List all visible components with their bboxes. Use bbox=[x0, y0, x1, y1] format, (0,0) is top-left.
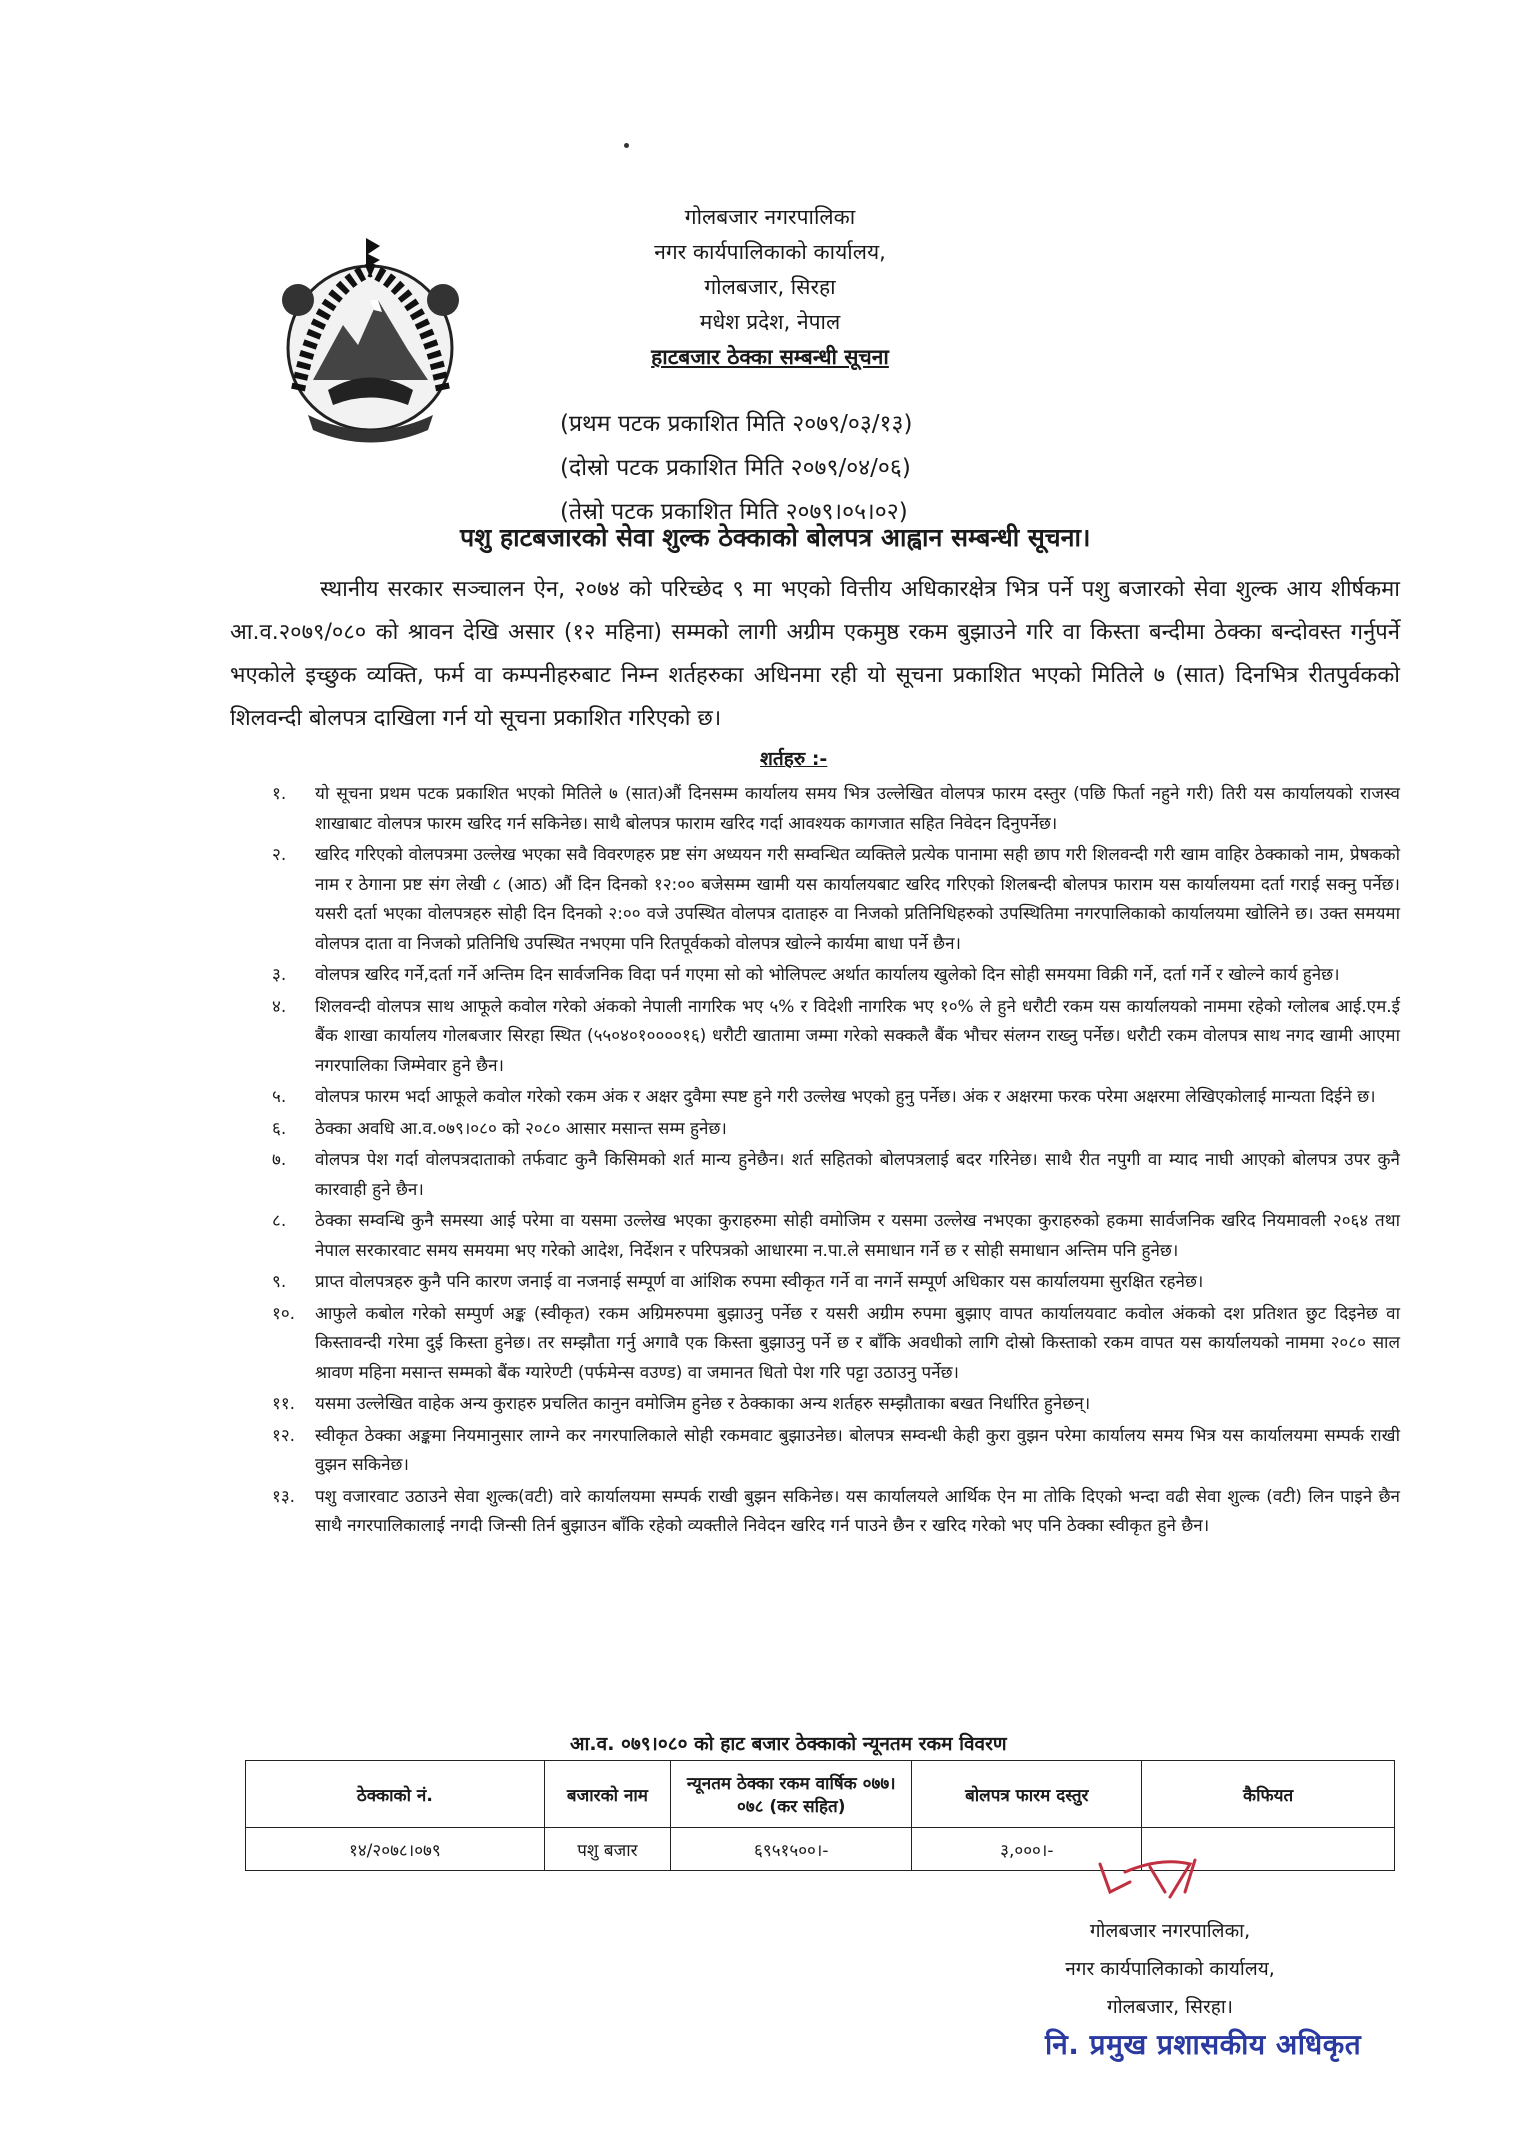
term-item bbox=[250, 1483, 1400, 1542]
publication-date-second: (दोस्रो पटक प्रकाशित मिति २०७९/०४/०६) bbox=[560, 455, 911, 481]
term-text: प्राप्त वोलपत्रहरु कुनै पनि कारण जनाई वा नजनाई सम्पूर्ण वा आंशिक रुपमा स्वीकृत गर्ने वा नगर्ने सम्पूर्ण अधिकार यस कार्यालयमा सुरक्षित रहनेछ। bbox=[315, 1272, 1204, 1292]
term-text: स्वीकृत ठेक्का अङ्कमा नियमानुसार लाग्ने कर नगरपालिकाले सोही रकमवाट बुझाउनेछ। बोलपत्र सम्वन्धी केही कुरा वुझन परेमा कार्यालय समय भित्र यस कार्यालयमा सम्पर्क राखी वुझन सकिनेछ। bbox=[315, 1425, 1400, 1475]
term-number: २. bbox=[272, 845, 287, 865]
term-text: यो सूचना प्रथम पटक प्रकाशित भएको मितिले ७ (सात)औं दिनसम्म कार्यालय समय भित्र उल्लेखित वोलपत्र फारम दस्तुर (पछि फिर्ता नहुने गरी) तिरी यस कार्यालयको राजस्व शाखाबाट वोलपत्र फारम खरिद गर्न सकिनेछ। साथै बोलपत्र फाराम खरिद गर्दा आवश्यक कागजात सहित निवेदन दिनुपर्नेछ। bbox=[315, 784, 1400, 834]
cell-minimum-amount: ६९५१५००।- bbox=[671, 1828, 912, 1871]
publication-date-first: (प्रथम पटक प्रकाशित मिति २०७९/०३/१३) bbox=[560, 411, 913, 437]
terms-heading: शर्तहरु :- bbox=[760, 748, 828, 770]
cell-contract-number: १४/२०७८।०७९ bbox=[246, 1828, 545, 1871]
term-item bbox=[250, 1207, 1400, 1266]
term-text: वोलपत्र फारम भर्दा आफूले कवोल गरेको रकम अंक र अक्षर दुवैमा स्पष्ट हुने गरी उल्लेख भएको हुनु पर्नेछ। अंक र अक्षरमा फरक परेमा अक्षरमा लेखिएकोलाई मान्यता दिईने छ। bbox=[315, 1087, 1376, 1107]
term-number: ५. bbox=[272, 1087, 287, 1107]
municipality-name: गोलबजार नगरपालिका bbox=[684, 205, 856, 229]
term-number: १२. bbox=[272, 1425, 296, 1446]
term-text: शिलवन्दी वोलपत्र साथ आफूले कवोल गरेको अंकको नेपाली नागरिक भए ५% र विदेशी नागरिक भए १०% ले हुने धरौटी रकम यस कार्यालयको नाममा रहेको ग्लोलब आई.एम.ई बैंक शाखा कार्यालय गोलबजार सिरहा स्थित (५५०४०१००००१६) धरौटी खातामा जम्मा गरेको सक्कलै बैंक भौचर संलग्न राख्नु पर्नेछ। धरौटी रकम वोलपत्र साथ नगद खामी आएमा नगरपालिका जिम्मेवार हुने छैन। bbox=[315, 996, 1400, 1076]
term-number: ११. bbox=[272, 1394, 296, 1414]
notice-title: हाटबजार ठेक्का सम्बन्धी सूचना bbox=[651, 345, 889, 369]
officer-stamp: नि. प्रमुख प्रशासकीय अधिकृत bbox=[1045, 2028, 1362, 2061]
cell-form-fee: ३,०००।- bbox=[912, 1828, 1142, 1871]
term-text: ठेक्का अवधि आ.व.०७९।०८० को २०८० आसार मसान्त सम्म हुनेछ। bbox=[315, 1118, 727, 1139]
office-header bbox=[560, 200, 980, 375]
scan-speck bbox=[624, 143, 629, 148]
closing-office: नगर कार्यपालिकाको कार्यालय, bbox=[1065, 1958, 1275, 1980]
term-text: वोलपत्र खरिद गर्ने,दर्ता गर्ने अन्तिम दिन सार्वजनिक विदा पर्न गएमा सो को भोलिपल्ट अर्थात कार्यालय खुलेको दिन सोही समयमा विक्री गर्ने, दर्ता गर्ने र खोल्ने कार्य हुनेछ। bbox=[315, 965, 1340, 985]
term-item bbox=[250, 1390, 1400, 1420]
terms-list bbox=[250, 780, 1400, 1544]
term-item bbox=[250, 780, 1400, 839]
term-item bbox=[250, 1300, 1400, 1389]
term-number: ९. bbox=[272, 1272, 287, 1292]
term-text: यसमा उल्लेखित वाहेक अन्य कुराहरु प्रचलित कानुन वमोजिम हुनेछ र ठेक्काका अन्य शर्तहरु सम्झौताका बखत निर्धारित हुनेछन्। bbox=[315, 1394, 1091, 1414]
table-header-row bbox=[246, 1761, 1395, 1828]
term-item bbox=[250, 841, 1400, 959]
term-text: खरिद गरिएको वोलपत्रमा उल्लेख भएका सवै विवरणहरु प्रष्ट संग अध्ययन गरी सम्वन्धित व्यक्तिले प्रत्येक पानामा सही छाप गरी शिलवन्दी गरी खाम वाहिर ठेक्काको नाम, प्रेषकको नाम र ठेगाना प्रष्ट संग लेखी ८ (आठ) औं दिन दिनको १२:०० बजेसम्म खामी यस कार्यालयबाट खरिद गरिएको शिलबन्दी बोलपत्र फाराम यस कार्यालयमा दर्ता गराई सक्नु पर्नेछ। यसरी दर्ता भएका वोलपत्रहरु सोही दिन दिनको २:०० वजे उपस्थित वोलपत्र दाताहरु वा निजको प्रतिनिधिहरुको उपस्थितिमा नगरपालिकाको कार्यालयमा खोलिने छ। उक्त समयमा वोलपत्र दाता वा निजको प्रतिनिधि उपस्थित नभएमा पनि रितपूर्वकको वोलपत्र खोल्ने कार्यमा बाधा पर्ने छैन। bbox=[315, 845, 1400, 954]
closing-municipality: गोलबजार नगरपालिका, bbox=[1089, 1920, 1251, 1942]
term-number: ८. bbox=[272, 1211, 287, 1231]
main-heading: पशु हाटबजारको सेवा शुल्क ठेक्काको बोलपत्र आह्वान सम्बन्धी सूचना। bbox=[460, 523, 1091, 552]
office-location: गोलबजार, सिरहा bbox=[704, 275, 836, 299]
closing-block bbox=[1040, 1912, 1300, 2026]
handwritten-signature bbox=[1090, 1852, 1230, 1902]
term-item bbox=[250, 1115, 1400, 1145]
intro-paragraph: स्थानीय सरकार सञ्चालन ऐन, २०७४ को परिच्छेद ९ मा भएको वित्तीय अधिकारक्षेत्र भित्र पर्ने पशु बजारको सेवा शुल्क आय शीर्षकमा आ.व.२०७९/०८० को श्रावन देखि असार (१२ महिना) सम्मको लागी अग्रीम एकमुष्ठ रकम बुझाउने गरि वा किस्ता बन्दीमा ठेक्का बन्दोवस्त गर्नुपर्ने भएकोले इच्छुक व्यक्ति, फर्म वा कम्पनीहरुबाट निम्न शर्तहरुका अधिनमा रही यो सूचना प्रकाशित भएको मितिले ७ (सात) दिनभित्र रीतपुर्वकको शिलवन्दी बोलपत्र दाखिला गर्न यो सूचना प्रकाशित गरिएको छ। bbox=[230, 577, 1400, 731]
term-number: ६. bbox=[272, 1118, 287, 1139]
nepal-emblem-icon bbox=[258, 230, 483, 445]
term-number: १०. bbox=[272, 1303, 296, 1324]
term-item bbox=[250, 1146, 1400, 1205]
term-text: वोलपत्र पेश गर्दा वोलपत्रदाताको तर्फवाट कुनै किसिमको शर्त मान्य हुनेछैन। शर्त सहितको बोलपत्रलाई बदर गरिनेछ। साथै रीत नपुगी वा म्याद नाघी आएको बोलपत्र उपर कुनै कारवाही हुने छैन। bbox=[315, 1150, 1400, 1200]
term-text: आफुले कबोल गरेको सम्पुर्ण अङ्क (स्वीकृत) रकम अग्रिमरुपमा बुझाउनु पर्नेछ र यसरी अग्रीम रुपमा बुझाए वापत कार्यालयवाट कवोल अंकको दश प्रतिशत छुट दिइनेछ वा किस्तावन्दी गरेमा दुई किस्ता हुनेछ। तर सम्झौता गर्नु अगावै एक किस्ता बुझाउनु पर्ने छ र बाँकि अवधीको लागि दोस्रो किस्ताको रकम वापत यस कार्यालयको नाममा २०८० साल श्रावण महिना मसान्त सम्मको बैंक ग्यारेण्टी (पर्फमेन्स वउण्ड) वा जमानत धितो पेश गरि पट्टा उठाउनु पर्नेछ। bbox=[315, 1303, 1400, 1383]
header-contract-number: ठेक्काको नं. bbox=[246, 1761, 545, 1828]
closing-location: गोलबजार, सिरहा। bbox=[1107, 1996, 1233, 2018]
cell-market-name: पशु बजार bbox=[544, 1828, 670, 1871]
term-item bbox=[250, 1422, 1400, 1481]
header-remarks: कैफियत bbox=[1142, 1761, 1395, 1828]
table-title: आ.व. ०७९।०८० को हाट बजार ठेक्काको न्यूनतम रकम विवरण bbox=[570, 1733, 1007, 1755]
publication-dates bbox=[560, 402, 1060, 534]
province-country: मधेश प्रदेश, नेपाल bbox=[699, 310, 841, 334]
term-item bbox=[250, 1268, 1400, 1298]
header-form-fee: बोलपत्र फारम दस्तुर bbox=[912, 1761, 1142, 1828]
term-item bbox=[250, 961, 1400, 991]
header-market-name: बजारको नाम bbox=[544, 1761, 670, 1828]
term-item bbox=[250, 993, 1400, 1082]
publication-date-third: (तेस्रो पटक प्रकाशित मिति २०७९।०५।०२) bbox=[560, 499, 908, 525]
term-number: १३. bbox=[272, 1486, 296, 1507]
term-text: पशु वजारवाट उठाउने सेवा शुल्क(वटी) वारे कार्यालयमा सम्पर्क राखी बुझन सकिनेछ। यस कार्यालयले आर्थिक ऐन मा तोकि दिएको भन्दा वढी सेवा शुल्क (वटी) लिन पाइने छैन साथै नगरपालिकालाई नगदी जिन्सी तिर्न बुझाउन बाँकि रहेको व्यक्तीले निवेदन खरिद गर्न पाउने छैन र खरिद गरेको भए पनि ठेक्का स्वीकृत हुने छैन। bbox=[315, 1486, 1400, 1536]
term-number: १. bbox=[272, 784, 287, 804]
term-number: ३. bbox=[272, 965, 287, 985]
office-name: नगर कार्यपालिकाको कार्यालय, bbox=[654, 240, 886, 264]
term-number: ४. bbox=[272, 996, 287, 1017]
term-number: ७. bbox=[272, 1150, 287, 1170]
term-item bbox=[250, 1083, 1400, 1113]
header-minimum-amount: न्यूनतम ठेक्का रकम वार्षिक ०७७।०७८ (कर सहित) bbox=[671, 1761, 912, 1828]
term-text: ठेक्का सम्वन्धि कुनै समस्या आई परेमा वा यसमा उल्लेख भएका कुराहरुमा सोही वमोजिम र यसमा उल्लेख नभएका कुराहरुको हकमा सार्वजनिक खरिद नियमावली २०६४ तथा नेपाल सरकारवाट समय समयमा भए गरेको आदेश, निर्देशन र परिपत्रको आधारमा न.पा.ले समाधान गर्ने छ र सोही समाधान अन्तिम पनि हुनेछ। bbox=[315, 1211, 1400, 1261]
